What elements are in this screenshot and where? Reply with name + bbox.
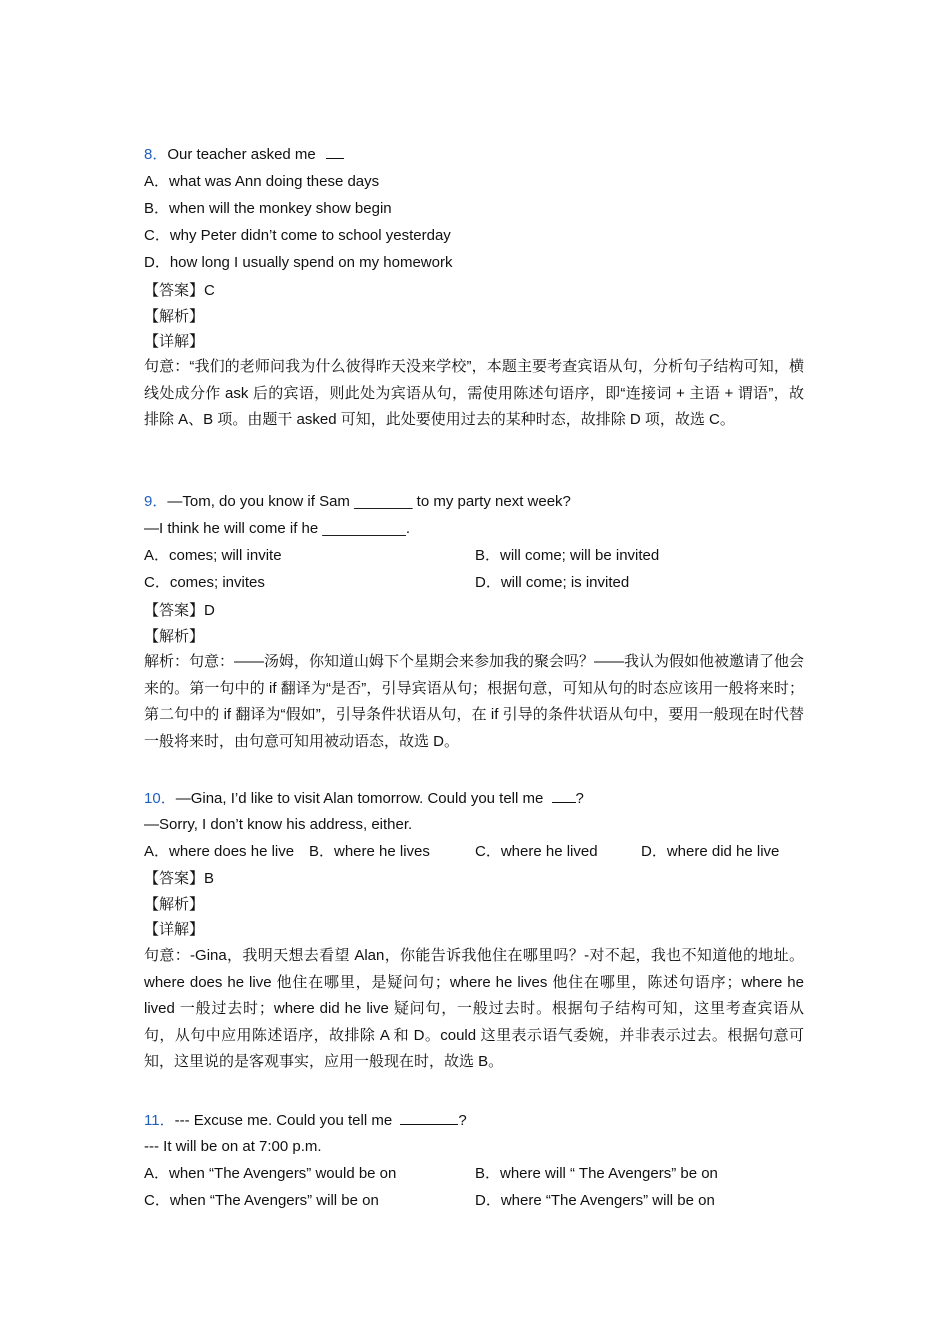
option-b: B．when will the monkey show begin: [144, 200, 392, 217]
answer-blank: [400, 1110, 458, 1125]
option-d: D．where did he live: [641, 843, 780, 860]
question-number: 10: [144, 790, 161, 807]
option-c: C．comes; invites: [144, 574, 265, 591]
detail-label: 【详解】: [144, 333, 205, 350]
question-text: Our teacher asked me: [167, 146, 316, 163]
question-9-stem: [144, 492, 571, 512]
question-text-line2: —I think he will come if he __________.: [144, 520, 410, 537]
question-number-dot: ．: [160, 790, 176, 807]
option-c: C．why Peter didn’t come to school yesterday: [144, 227, 451, 244]
analysis-label: 【解析】: [144, 308, 205, 325]
explanation: 解析：句意：——汤姆，你知道山姆下个星期会来参加我的聚会吗？——我认为假如他被邀请了他会来的。第一句中的 if 翻译为“是否”，引导宾语从句；根据句意，可知从句的时态应该用一般将来时；第二句中的 if 翻译为“假如”，引导条件状语从句，在 if 引导的条件状语从句中，要用一般现在时代替一般将来时，由句意可知用被动语态，故选 D。: [144, 653, 805, 750]
answer-label: 【答案】C: [144, 282, 215, 299]
option-d: D．where “The Avengers” will be on: [475, 1192, 715, 1209]
answer-label: 【答案】B: [144, 870, 215, 887]
option-a: A．what was Ann doing these days: [144, 173, 380, 190]
detail-label: 【详解】: [144, 921, 205, 938]
explanation: 句意：“我们的老师问我为什么彼得昨天没来学校”，本题主要考查宾语从句，分析句子结构可知，横线处成分作 ask 后的宾语，则此处为宾语从句，需使用陈述句语序，即“连接词 + 主语 + 谓语”，故排除 A、B 项。由题干 asked 可知，此处要使用过去的某种时态，故排除 D 项，故选 C。: [144, 358, 804, 429]
question-mark: ?: [458, 1112, 467, 1129]
option-a: A．when “The Avengers” would be on: [144, 1165, 397, 1182]
option-c: C．when “The Avengers” will be on: [144, 1192, 379, 1209]
question-number: 8: [144, 146, 153, 163]
option-c: C．where he lived: [475, 843, 598, 860]
question-number-dot: ．: [152, 146, 168, 163]
option-b: B．where he lives: [309, 843, 430, 860]
option-a: A．where does he live: [144, 843, 295, 860]
option-b: B．will come; will be invited: [475, 547, 660, 564]
option-b: B．where will “ The Avengers” be on: [475, 1165, 718, 1182]
analysis-label: 【解析】: [144, 628, 205, 645]
answer-blank: [552, 788, 576, 803]
question-11-stem: [144, 1110, 467, 1131]
question-text: —Tom, do you know if Sam _______ to my party next week?: [167, 493, 571, 510]
answer-blank: [326, 144, 344, 159]
question-text: —Gina, I’d like to visit Alan tomorrow. Could you tell me: [175, 790, 544, 807]
question-mark: ?: [575, 790, 584, 807]
analysis-label: 【解析】: [144, 896, 205, 913]
explanation: 句意：-Gina，我明天想去看望 Alan，你能告诉我他住在哪里吗？-对不起，我也不知道他的地址。where does he live 他住在哪里，是疑问句；where he lives 他住在哪里，陈述句语序；where he lived 一般过去时；where did he live 疑问句，一般过去时。根据句子结构可知，这里考查宾语从句，从句中应用陈述语序，故排除 A 和 D。could 这里表示语气委婉，并非表示过去。根据句意可知，这里说的是客观事实，应用一般现在时，故选 B。: [144, 947, 804, 1071]
question-10-stem: [144, 788, 584, 809]
question-number: 9: [144, 493, 153, 510]
question-8-stem: [144, 144, 344, 165]
question-number: 11: [144, 1112, 160, 1129]
question-number-dot: ．: [159, 1112, 175, 1129]
question-text-line2: —Sorry, I don’t know his address, either.: [144, 816, 413, 833]
question-text-line2: --- It will be on at 7:00 p.m.: [144, 1138, 322, 1155]
option-a: A．comes; will invite: [144, 547, 282, 564]
answer-label: 【答案】D: [144, 602, 215, 619]
question-number-dot: ．: [152, 493, 168, 510]
option-d: D．how long I usually spend on my homework: [144, 254, 453, 271]
question-text: --- Excuse me. Could you tell me: [174, 1112, 393, 1129]
option-d: D．will come; is invited: [475, 574, 630, 591]
